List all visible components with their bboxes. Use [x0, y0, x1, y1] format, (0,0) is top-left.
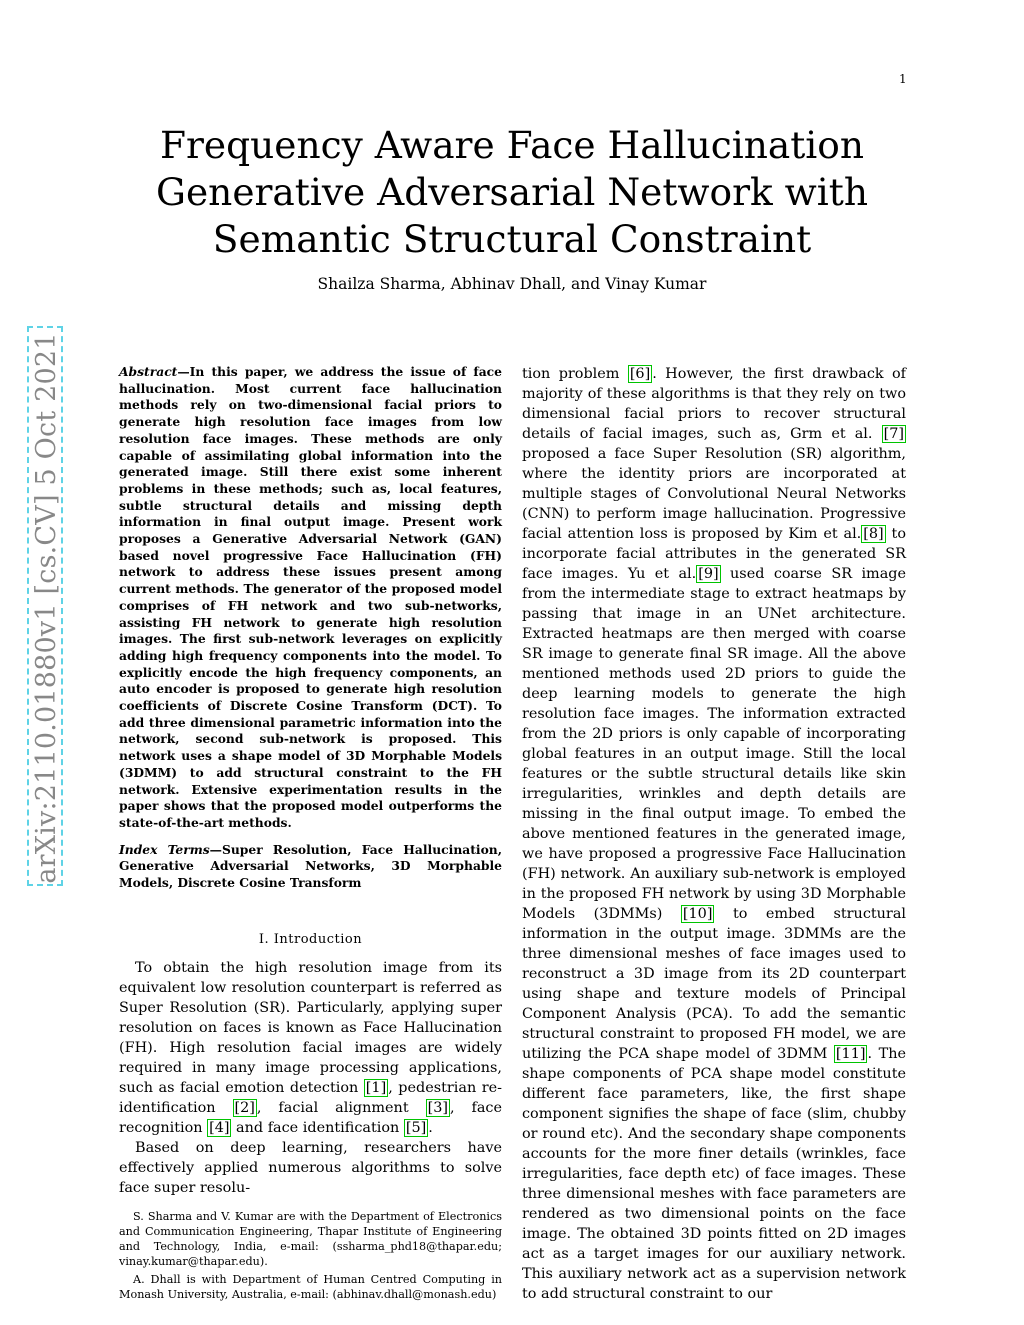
text-run: to incorporate facial attributes in the generated SR face images. Yu et al.: [522, 526, 906, 582]
intro-paragraph-1: [119, 958, 502, 1138]
text-run: tion problem: [522, 366, 628, 382]
text-run: . However, the first drawback of majority of these algorithms is that they rely on two dimensional facial priors to recover structural details of facial images, such as, Grm et al.: [522, 366, 906, 442]
text-run: , pedestrian re-identification: [119, 1079, 502, 1116]
section-heading-introduction: I. Introduction: [258, 931, 363, 947]
text-run: used coarse SR image from the intermediate stage to extract heatmaps by passing that image in an UNet architecture. Extracted heatmaps are then merged with coarse SR image to generate final SR image. All the above mentioned methods used 2D priors to guide the deep learning models to generate the high resolution face images. The information extracted from the 2D priors is only capable of incorporating global features in an output image. Still the local features or the subtle structural details like skin irregularities, wrinkles and depth details are missing in the final output image. To embed the above mentioned features in the generated image, we have proposed a progressive Face Hallucination (FH) network. An auxiliary sub-network is employed in the proposed FH network by using 3D Morphable Models (3DMMs): [522, 566, 906, 922]
text-run: to embed structural information in the output image. 3DMMs are the three dimensional meshes of face images used to reconstruct a 3D image from its 2D counterpart using shape and texture models of Principal Component Analysis (PCA). To add the semantic structural constraint to proposed FH model, we are utilizing the PCA shape model of 3DMM: [522, 906, 906, 1062]
footnote-affiliation-2: A. Dhall is with Department of Human Centred Computing in Monash University, Australia, e-mail: (abhinav.dhall@monash.edu): [119, 1272, 502, 1301]
citation-link[interactable]: [5]: [405, 1119, 427, 1136]
citation-link[interactable]: [9]: [698, 566, 719, 582]
text-run: , face recognition: [119, 1099, 502, 1136]
abstract: [119, 364, 502, 832]
text-run: and face identification: [231, 1119, 404, 1136]
right-column: [522, 364, 906, 1304]
citation-link[interactable]: [4]: [209, 1119, 230, 1136]
text-run: To obtain the high resolution image from its equivalent low resolution counterpart is referred as Super Resolution (SR). Particularly, applying super resolution on faces is known as Face Hallucination (FH). High resolution facial images are widely required in many image processing applications, such as facial emotion detection: [119, 959, 502, 1096]
arxiv-identifier[interactable]: arXiv:2110.01880v1 [cs.CV] 5 Oct 2021: [31, 332, 62, 884]
citation-link[interactable]: [2]: [234, 1099, 255, 1116]
abstract-text: —In this paper, we address the issue of face hallucination. Most current face hallucination methods rely on two-dimensional facial priors to generate high resolution face images from low resolution face images. These methods are only capable of assimilating global information into the generated image. Still there exist some inherent problems in these methods; such as, local features, subtle structural details and missing depth information in final output image. Present work proposes a Generative Adversarial Network (GAN) based novel progressive Face Hallucination (FH) network to address these issues present among current methods. The generator of the proposed model comprises of FH network and two sub-networks, assisting FH network to generate high resolution images. The first sub-network leverages on explicitly adding high frequency components into the model. To explicitly encode the high frequency components, an auto encoder is proposed to generate high resolution coefficients of Discrete Cosine Transform (DCT). To add three dimensional parametric information into the network, second sub-network is proposed. This network uses a shape model of 3D Morphable Models (3DMM) to add structural constraint to the FH network. Extensive experimentation results in the paper shows that the proposed model outperforms the state-of-the-art methods.: [119, 364, 502, 830]
arxiv-stamp[interactable]: [27, 326, 63, 886]
citation-link[interactable]: [6]: [629, 366, 651, 382]
text-run: .: [428, 1119, 433, 1136]
footnote-affiliation-1: S. Sharma and V. Kumar are with the Department of Electronics and Communication Engineering, Thapar Institute of Engineering and Technology, India, e-mail: (ssharma_phd18@thapar.edu; vinay.kumar@thapar.edu).: [119, 1209, 502, 1269]
citation-link[interactable]: [3]: [427, 1099, 448, 1116]
author-list: Shailza Sharma, Abhinav Dhall, and Vinay Kumar: [317, 275, 707, 293]
citation-link[interactable]: [11]: [835, 1046, 866, 1062]
citation-link[interactable]: [8]: [863, 526, 884, 542]
citation-link[interactable]: [1]: [365, 1079, 387, 1096]
text-run: . The shape components of PCA shape model constitute different face parameters, like, the first shape component signifies the shape of face (slim, chubby or round etc). And the secondary shape components accounts for the more finer details (wrinkles, face irregularities, face depth etc) of face images. These three dimensional meshes with face parameters are rendered as two dimensional points on the face image. The obtained 3D points fitted on 2D images act as a target images for our auxiliary network. This auxiliary network act as a supervision network to add structural constraint to our: [522, 1046, 906, 1302]
left-column: [119, 364, 502, 1302]
intro-paragraph-2: Based on deep learning, researchers have effectively applied numerous algorithms to solve face super resolu-: [119, 1139, 502, 1196]
text-run: proposed a face Super Resolution (SR) algorithm, where the identity priors are incorporated at multiple stages of Convolutional Neural Networks (CNN) to perform image hallucination. Progressive facial attention loss is proposed by Kim et al.: [522, 446, 906, 542]
paper-title: Frequency Aware Face Hallucination Generative Adversarial Network with Semantic Structural Constraint: [156, 123, 868, 261]
citation-link[interactable]: [7]: [883, 426, 904, 442]
intro-paragraph-2-continued: [522, 364, 906, 1304]
index-terms-label: Index Terms: [119, 841, 210, 857]
citation-link[interactable]: [10]: [682, 906, 713, 922]
text-run: , facial alignment: [256, 1099, 426, 1116]
page-number: 1: [899, 72, 907, 86]
footnotes: [119, 1209, 502, 1302]
index-terms: [119, 842, 502, 892]
index-terms-text: —Super Resolution, Face Hallucination, Generative Adversarial Networks, 3D Morphable Models, Discrete Cosine Transform: [119, 841, 503, 891]
abstract-label: Abstract: [119, 364, 178, 379]
